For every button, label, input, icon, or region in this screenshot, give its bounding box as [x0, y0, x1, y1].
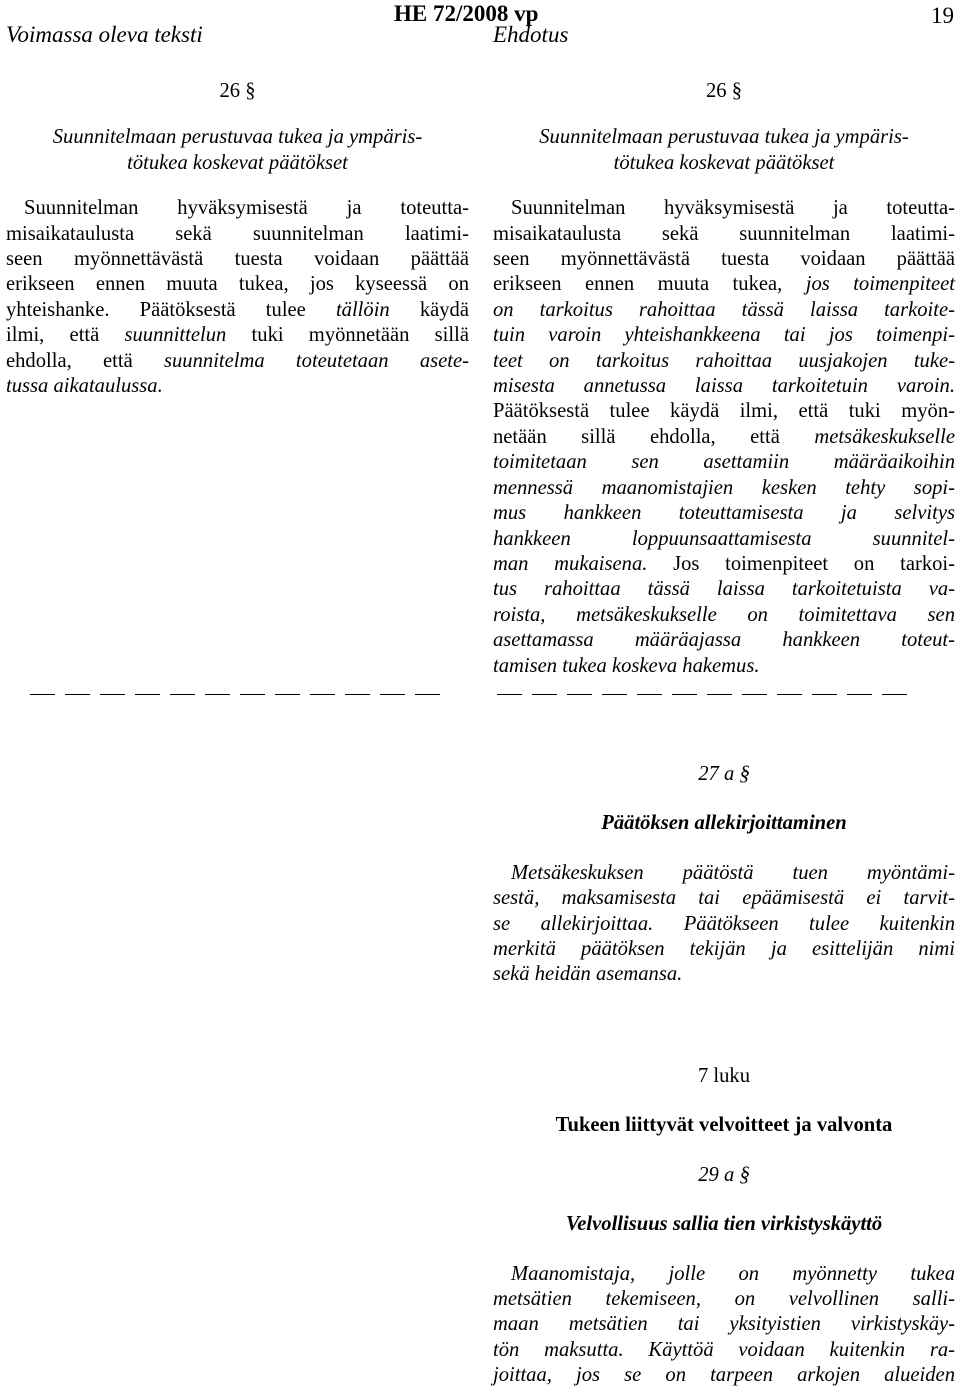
left-end-separator — [30, 686, 440, 700]
right-section-number: 26 § — [705, 80, 743, 102]
section-29a-heading: Velvollisuus sallia tien virkistyskäyttö — [565, 1213, 883, 1236]
right-column — [493, 79, 955, 679]
right-end-separator — [497, 686, 907, 700]
left-column — [6, 79, 469, 399]
left-paragraph: Suunnitelman hyväksymisestä ja toteutta- misaikataulusta sekä suunnitelman laatimi- seen myönnettävästä tuesta voidaan päättää erikseen ennen muuta tukea, jos kyseessä on yhteishanke. Päätöksestä tulee tällöin käydä ilmi, että suunnittelun tuki myönnetään sillä ehdolla, että suunnitelma toteutetaan asete- tussa aikataulussa. — [6, 197, 469, 398]
right-paragraph: Suunnitelman hyväksymisestä ja toteutta- misaikataulusta sekä suunnitelman laatimi- seen myönnettävästä tuesta voidaan päättää erikseen ennen muuta tukea, jos toimenpiteet on tarkoitus rahoittaa tässä laissa tarkoite- tuin varoin yhteishankkeena tai jos toimenpi- teet on tarkoitus rahoittaa uusjakojen tuke- misesta annetussa laissa tarkoitetuin varoin. Päätöksestä tulee käydä ilmi, että tuki myön- netään sillä ehdolla, että metsäkeskukselle toimitetaan sen asettamiin määräaikoihin mennessä maanomistajien kesken tehty sopi- mus hankkeen toteuttamisesta ja selvitys hankkeen loppuunsaattamisesta suunnitel- man mukaisena. Jos toimenpiteet on tarkoi- tus rahoittaa tässä laissa tarkoitetuista va- roista, metsäkeskukselle on toimitettava sen asettamassa määräajassa hankkeen toteut- tamisen tukea koskeva hakemus. — [493, 197, 955, 677]
chapter-7 — [493, 1064, 955, 1389]
header-left-label: Voimassa oleva teksti — [6, 22, 203, 47]
right-section-heading: Suunnitelmaan perustuvaa tukea ja ympäris- tötukea koskevat päätökset — [539, 126, 909, 174]
section-29a-paragraph: Maanomistaja, jolle on myönnetty tukea metsätien tekemiseen, on velvollinen salli- maan metsätien tai yksityistien virkistyskäy- tön maksutta. Käyttöä voidaan kuitenkin ra- joittaa, jos se on tarpeen arkojen alueiden — [493, 1262, 955, 1387]
section-27a-paragraph: Metsäkeskuksen päätöstä tuen myöntämi- sestä, maksamisesta tai epäämisestä ei tarvit- se allekirjoittaa. Päätökseen tulee kuitenkin merkitä päätöksen tekijän ja esittelijän nimi sekä heidän asemansa. — [493, 861, 955, 986]
chapter-number: 7 luku — [697, 1065, 751, 1087]
left-section-number: 26 § — [219, 80, 256, 102]
section-29a-number: 29 a § — [698, 1163, 750, 1186]
chapter-title: Tukeen liittyvät velvoitteet ja valvonta — [555, 1114, 893, 1137]
section-27a — [493, 762, 955, 988]
page-number: 19 — [931, 3, 954, 28]
header-document-id: HE 72/2008 vp — [394, 1, 539, 26]
section-27a-heading: Päätöksen allekirjoittaminen — [601, 812, 847, 835]
left-section-heading: Suunnitelmaan perustuvaa tukea ja ympäris- tötukea koskevat päätökset — [52, 126, 423, 174]
header-proposal-label: Ehdotus — [493, 22, 569, 47]
section-27a-number: 27 a § — [698, 763, 750, 785]
